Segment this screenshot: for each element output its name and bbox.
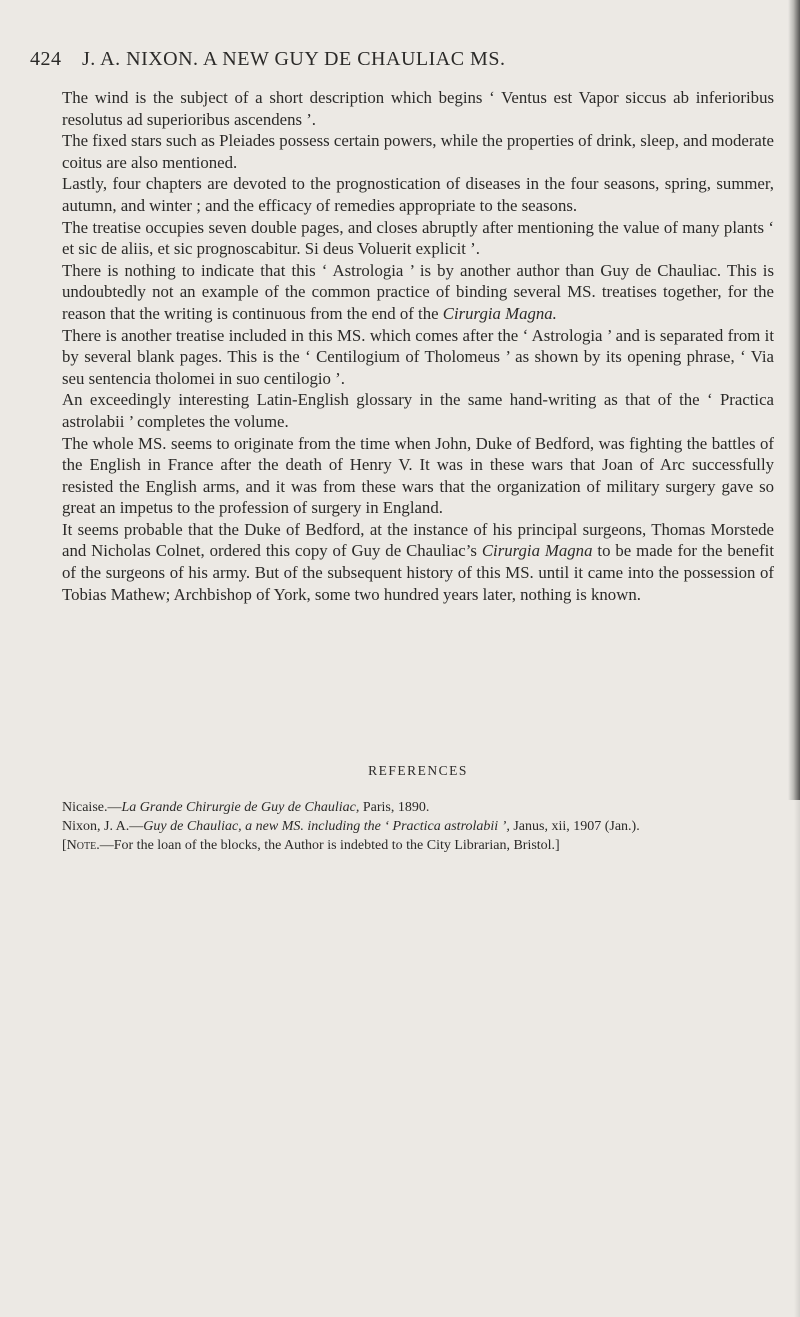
reference-author: Nicaise.— bbox=[62, 800, 122, 815]
reference-title: Guy de Chauliac, a new MS. including the ‘ Practica astrolabii ’, bbox=[143, 819, 510, 834]
paragraph-treatise-length: The treatise occupies seven double pages, and closes abruptly after mentioning the value of many plants ‘ et sic de aliis, et sic prognoscabitur. Si deus Voluerit explicit ’. bbox=[62, 217, 774, 259]
references-list bbox=[62, 798, 774, 855]
note-bracket: [ bbox=[62, 838, 67, 853]
note-label: Note bbox=[66, 838, 97, 853]
note-text: .—For the loan of the blocks, the Author is indebted to the City Librarian, Bristol.] bbox=[96, 838, 560, 853]
reference-details: Janus, xii, 1907 (Jan.). bbox=[509, 819, 640, 834]
page-number: 424 bbox=[30, 48, 62, 70]
running-title: J. A. NIXON. A NEW GUY DE CHAULIAC MS. bbox=[82, 48, 506, 70]
paragraph-duke-of-bedford bbox=[62, 519, 774, 605]
scan-page-edge-shadow-lower bbox=[794, 800, 800, 1317]
reference-details: Paris, 1890. bbox=[359, 800, 430, 815]
title-cirurgia-magna-copy: Cirurgia Magna bbox=[481, 541, 593, 561]
paragraph-wind: The wind is the subject of a short description which begins ‘ Ventus est Vapor siccus ab inferioribus resolutus ad superioribus ascendens ’. bbox=[62, 88, 774, 129]
body-text bbox=[62, 87, 774, 605]
paragraph-duke-text-b: to be made for the benefit of the surgeons of his army. But of the subsequent history of this MS. until it came into the possession of Tobias Mathew; Archbishop of York, some two hundred years later, nothing is known. bbox=[62, 541, 774, 604]
references-heading: REFERENCES bbox=[368, 763, 468, 778]
scan-page-edge-shadow bbox=[788, 0, 800, 800]
paragraph-authorship bbox=[62, 260, 774, 325]
reference-title: La Grande Chirurgie de Guy de Chauliac, bbox=[121, 800, 360, 815]
paragraph-origin: The whole MS. seems to originate from the time when John, Duke of Bedford, was fighting the battles of the English in France after the death of Henry V. It was in these wars that Joan of Arc successfully resisted the English arms, and it was from these wars that the organization of military surgery gave so great an impetus to the profession of surgery in England. bbox=[62, 433, 774, 518]
reference-author: Nixon, J. A.— bbox=[62, 819, 144, 834]
reference-entry bbox=[62, 798, 774, 817]
running-header bbox=[30, 48, 770, 71]
reference-entry bbox=[62, 817, 774, 836]
paragraph-glossary: An exceedingly interesting Latin-English glossary in the same hand-writing as that of the ‘ Practica astrolabii ’ completes the volume. bbox=[62, 390, 774, 431]
reference-note bbox=[62, 836, 774, 855]
paragraph-seasons: Lastly, four chapters are devoted to the prognostication of diseases in the four seasons, spring, summer, autumn, and winter ; and the efficacy of remedies appropriate to the seasons. bbox=[62, 174, 774, 215]
paragraph-centilogium: There is another treatise included in this MS. which comes after the ‘ Astrologia ’ and is separated from it by several blank pages. This is the ‘ Centilogium of Tholomeus ’ as shown by its opening phrase, ‘ Via seu sentencia tholomei in suo centilogio ’. bbox=[62, 325, 774, 388]
paragraph-duke-text-a: It seems probable that the Duke of Bedford, at the instance of his principal surgeons, Thomas Morstede and Nicholas Colnet, ordered this copy of Guy de Chauliac’s bbox=[62, 519, 774, 561]
title-cirurgia-magna: Cirurgia Magna. bbox=[442, 303, 557, 323]
paragraph-fixed-stars: The fixed stars such as Pleiades possess certain powers, while the properties of drink, sleep, and moderate coitus are also mentioned. bbox=[62, 131, 774, 172]
paragraph-authorship-text: There is nothing to indicate that this ‘ Astrologia ’ is by another author than Guy de Chauliac. This is undoubtedly not an example of the common practice of binding several MS. treatises together, for the reason that the writing is continuous from the end of the bbox=[62, 260, 774, 323]
